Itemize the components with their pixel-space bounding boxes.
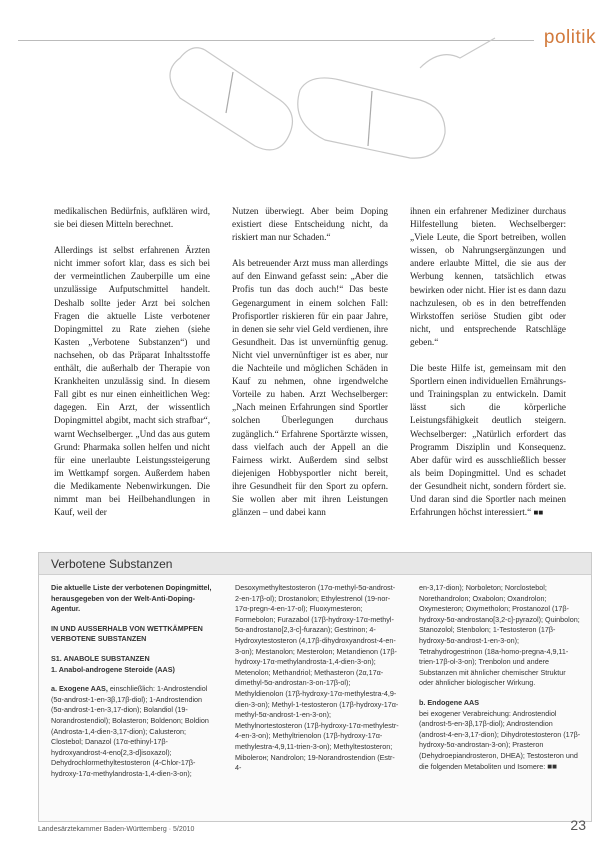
infobox-subheading: 1. Anabol-androgene Steroide (AAS)	[51, 664, 175, 674]
infobox-column-2	[235, 583, 400, 783]
infobox-column-1	[51, 583, 216, 789]
article-column-1	[54, 205, 210, 532]
end-mark: ■■	[547, 761, 557, 771]
paragraph: Nutzen überwiegt. Aber beim Doping existiert diese Entscheidung nicht, da riskiert man nur Schaden.“	[232, 206, 388, 243]
end-mark: ■■	[533, 508, 544, 518]
infobox-paragraph	[419, 698, 581, 709]
infobox-column-3	[419, 583, 581, 781]
infobox-paragraph	[419, 709, 581, 773]
infobox	[38, 552, 592, 822]
page-number: 23	[570, 817, 586, 833]
section-tag: politik	[543, 27, 596, 48]
infobox-paragraph: en-3,17-dion); Norboleton; Norclostebol; Norethandrolon; Oxabolon; Oxandrolon; Oxymesteron; Oxymetholon; Prostanozol (17β-hydroxy-5α-androstano[3,2-c]-pyrazol); Quinbolon; Stanozolol; Stenbolon; 1-Testosteron (17β-hydroxy-5α-androst-1-en-3-on); Tetrahydrogestrinon (18a-homo-pregna-4,9,11-trien-17β-ol-3-on); Trenbolon und andere Substanzen mit ähnlicher chemischer Struktur oder ähnlicher biologischer Wirkung.	[419, 583, 580, 688]
infobox-paragraph: Desoxymethyltestosteron (17α-methyl-5α-androst-2-en-17β-ol); Drostanolon; Ethylestrenol (19-nor-17α-pregn-4-en-17-ol); Fluoxymesteron; Formebolon; Furazabol (17β-hydroxy-17α-methyl-5α-androstano[2,3-c]-furazan); Gestrinon; 4-Hydroxytestosteron (4,17β-dihydroxyandrost-4-en-3-on); Mestanolon; Mesterolon; Metandienon (17β-hydroxy-17α-methylandrosta-1,4-dien-3-on); Metenolon; Methandriol; Methasteron (2α,17α-dimethyl-5α-androstan-3-on-17β-ol); Methyldienolon (17β-hydroxy-17α-methylestra-4,9-dien-3-on); Methyl-1-testosteron (17β-hydroxy-17α-methyl-5α-androst-1-en-3-on); Methylnortestosteron (17β-hydroxy-17α-methylestr-4-en-3-on); Methyltrienolon (17β-hydroxy-17α-methylestra-4,9,11-trien-3-on); Methyltestosteron; Mibolerон; Nandrolon; 19-Norandrostendion (Estr-4-	[235, 583, 399, 773]
infobox-intro: Die aktuelle Liste der verbotenen Dopingmittel, herausgegeben von der Welt-Anti-Doping-Agentur.	[51, 583, 212, 614]
article-column-3	[410, 205, 566, 532]
pill-top	[420, 38, 495, 68]
endogenous-text: bei exogener Verabreichung: Androstendiol (androst-5-en-3β,17β-diol); Androstendion (androst-4-en-3,17-dion); Dihydrotestosteron (17β-hydroxy-5α-androstan-3-on); Prasteron (Dehydroepiandrosteron, DHEA); Testosteron und die folgenden Metaboliten und Isomere:	[419, 708, 581, 771]
paragraph: ihnen ein erfahrener Mediziner durchaus Hilfestellung bieten. Wechselberger: „Viele Leute, die Sport betreiben, wollen wissen, ob Nahrungsergänzungen und andere erlaubte Mittel, die sie aus der Werbung kennen, tatsächlich etwas bewirken oder nicht. Hier ist es dann dazu nachzulesen, ob es in den betreffenden Wirkstoffen seriöse Studien gibt oder nicht, und entsprechende Ratschläge geben.“	[410, 206, 566, 347]
article-column-2	[232, 205, 388, 532]
infobox-paragraph	[51, 684, 216, 779]
pills-illustration	[140, 28, 500, 178]
infobox-heading: IN UND AUSSERHALB VON WETTKÄMPFEN VERBOTENE SUBSTANZEN	[51, 623, 203, 644]
footer-text: Landesärztekammer Baden-Württemberg · 5/2010	[38, 826, 195, 833]
paragraph-text: Die beste Hilfe ist, gemeinsam mit den Sportlern einen individuellen Ernährungs- und Trainingsplan zu entwickeln. Damit lässt sich die körperliche Leistungsfähigkeit deutlich steigern. Wechselberger: „Natürlich erfordert das Programm Disziplin und Konsequenz. Aber dafür wird es ausschließlich besser als beim Dopingmittel. Und es schadet der Gesundheit nicht, sondern fördert sie. Und daran sind die Sportler nach meinen Erfahrungen höchst interessiert.“	[410, 363, 566, 518]
infobox-title: Verbotene Substanzen	[39, 553, 591, 575]
pill-left	[170, 48, 292, 150]
exogenous-label: a. Exogene AAS,	[51, 684, 108, 694]
endogenous-label: b. Endogene AAS	[419, 697, 480, 707]
paragraph	[410, 362, 566, 519]
paragraph: medikalischen Bedürfnis, aufklären wird, sie bei diesen Mitteln berechnet.	[54, 206, 210, 230]
paragraph: Allerdings ist selbst erfahrenen Ärzten nicht immer sofort klar, dass es sich bei der vermeintlichen Zauberpille um eine unzulässige Aufputschmittel handelt. Deshalb sollte jeder Arzt bei solchen Fragen die aktuelle Liste verbotener Dopingmittel zu Rate ziehen (siehe Kasten „Verbotene Substanzen“) und nachsehen, ob das Präparat Inhaltsstoffe enthält, die außerhalb der Therapie von Krankheiten unzulässig sind. In diesem Fall gibt es nur einen einheitlichen Weg: dagegen. Ein Arzt, der wissentlich Dopingmittel abgibt, macht sich strafbar“, warnt Wechselberger. „Und das aus gutem Grund: Pharmaka sollen helfen und nicht für eine unerlaubte Leistungssteigerung im Wettkampf sorgen. Außerdem haben die Medikamente Nebenwirkungen. Die nimmt man bei Heilbehandlungen in Kauf, weil der	[54, 245, 210, 518]
infobox-subheading: S1. ANABOLE SUBSTANZEN	[51, 653, 150, 663]
exogenous-text: einschließlich: 1-Androstendiol (5α-androst-1-en-3β,17β-diol); 1-Androstendion (5α-androst-1-en-3,17-dion); Bolandiol (19-Norandrostendiol); Bolasteron; Boldenon; Boldion (Androsta-1,4-dien-3,17-dion); Calusteron; Clostebol; Danazol (17α-ethinyl-17β-hydroxyandrost-4-eno[2,3-d]isoxazol); Dehydrochlormethyltestosteron (4-Chlor-17β-hydroxy-17α-methylandrosta-1,4-dien-3-on);	[51, 684, 209, 778]
pill-right	[298, 78, 445, 158]
paragraph: Als betreuender Arzt muss man allerdings auf den Einwand gefasst sein: „Aber die Profis tun das doch auch!“ Das beste Gegenargument in einem solchen Fall: Profisportler riskieren für ein paar Jahre, in denen sie sehr viel Geld verdienen, ihre Gesundheit. Das ist unvernünftig genug. Nicht viel unvernünftiger ist es aber, nur die Nachteile und möglichen Schäden in Kauf zu nehmen, ohne irgendwelche Vorteile zu haben. Arzt Wechselberger: „Nach meinen Erfahrungen sind Sportler solchen Überlegungen durchaus zugänglich.“ Erfahrene Sportärzte wissen, dass vielfach auch der Appell an die Fairness wirkt. Außerdem sind selbst diejenigen Hobbysportler nicht bereit, ihre Gesundheit für den Sport zu opfern. Sie wollen aber mit ihren Leistungen glänzen – und dabei kann	[232, 258, 388, 518]
